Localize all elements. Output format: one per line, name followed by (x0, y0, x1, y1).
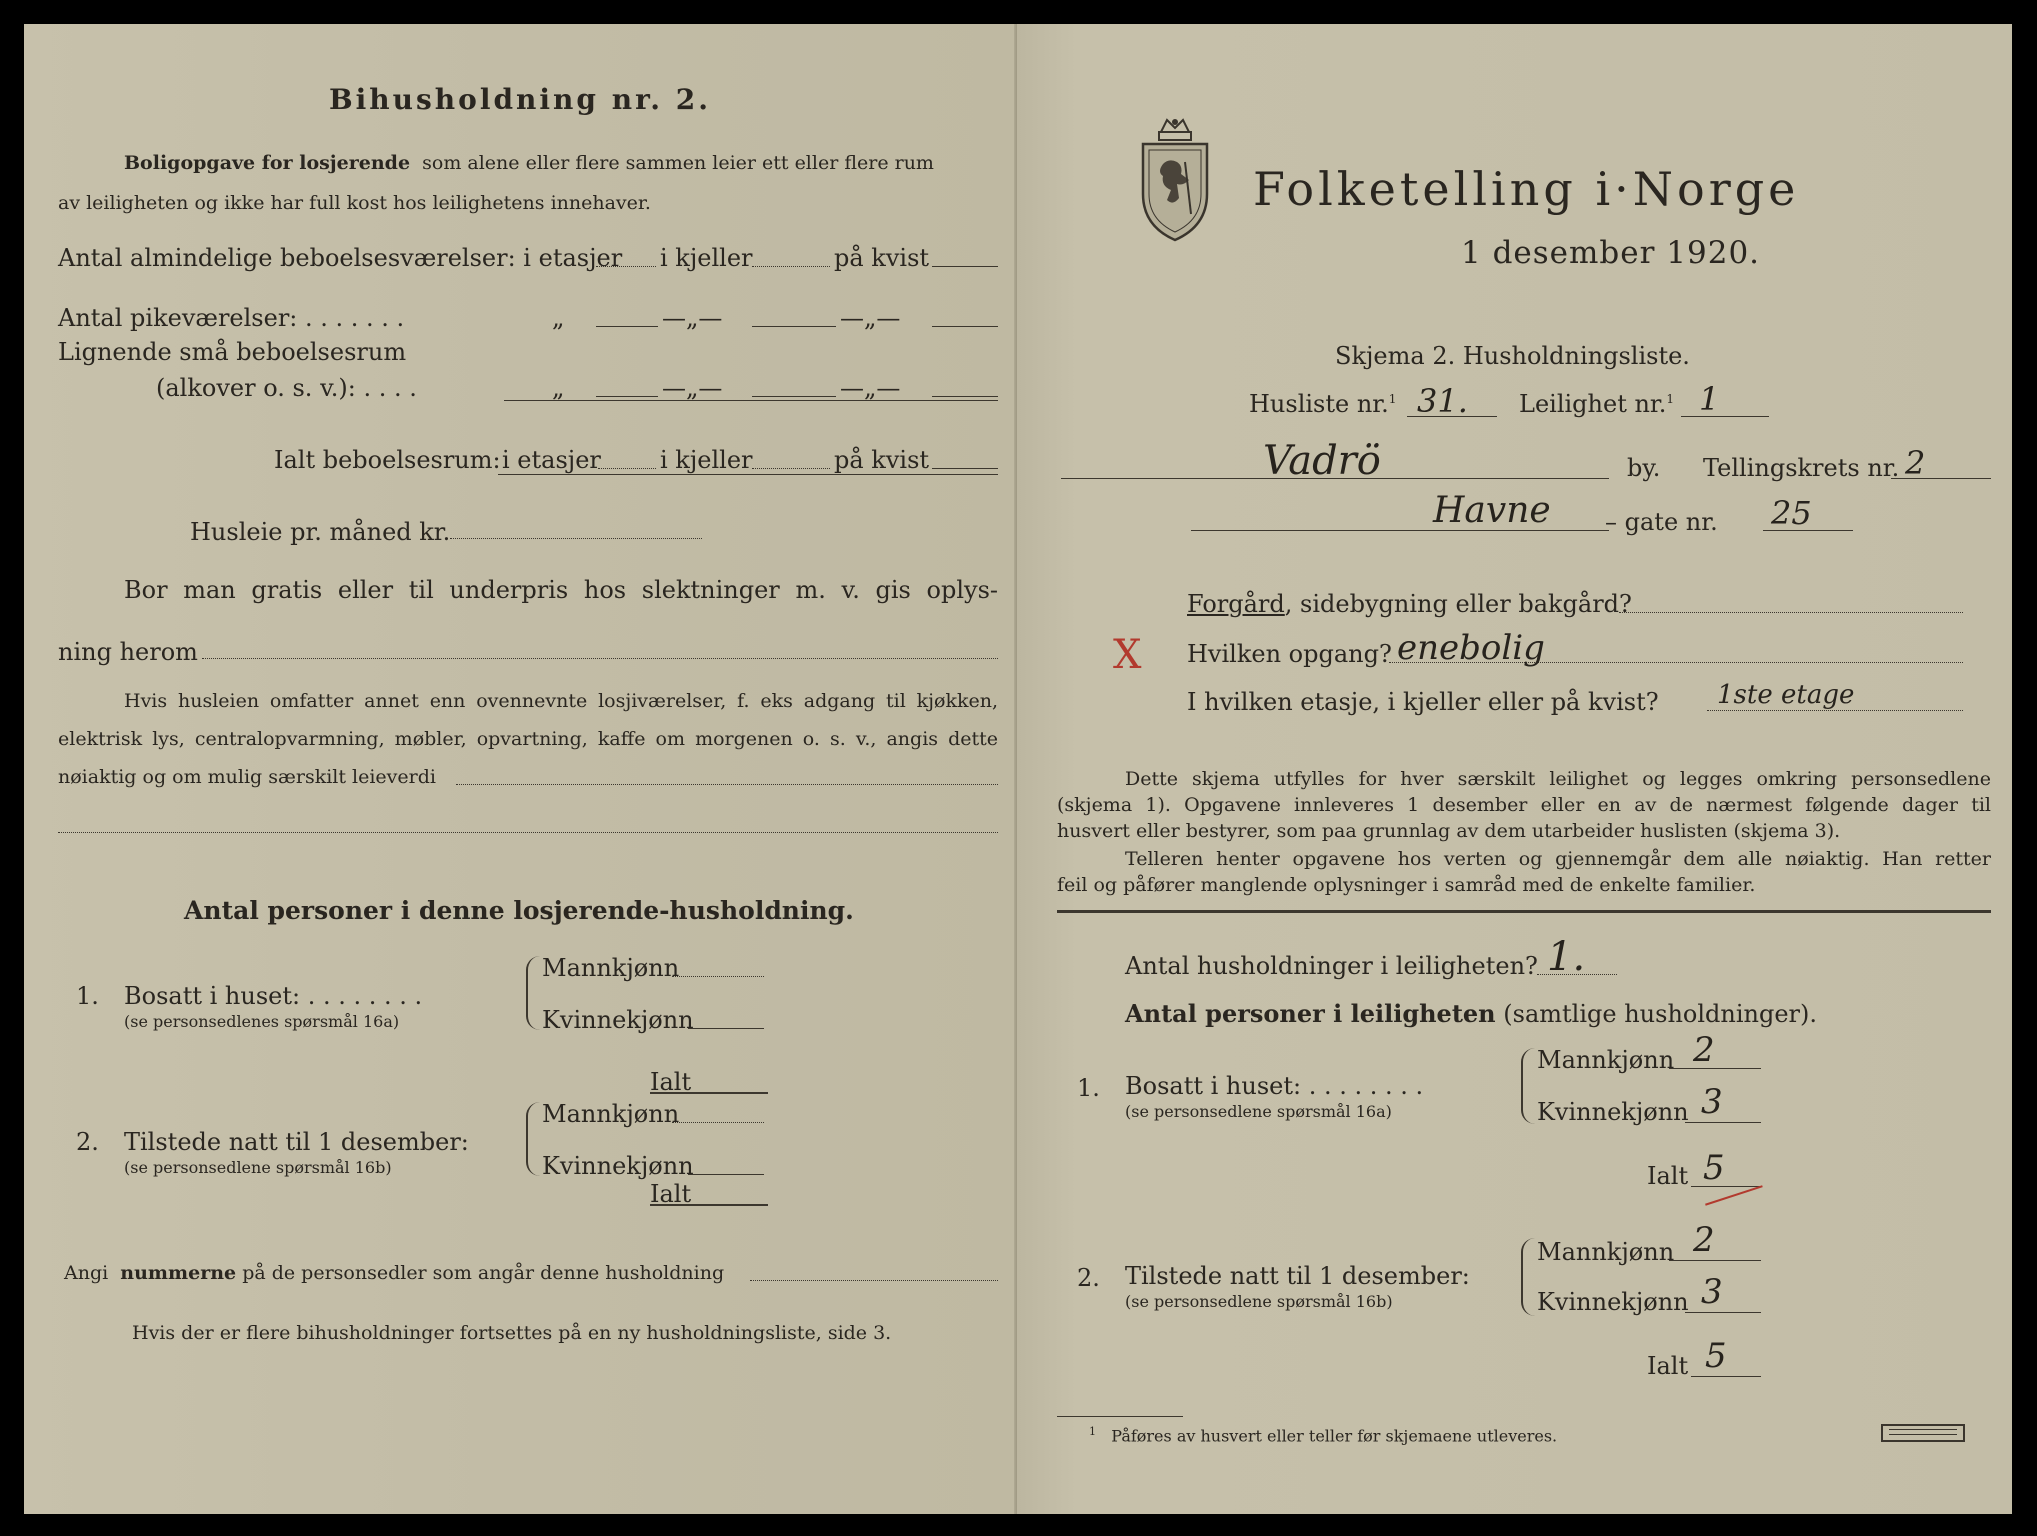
kvist-label: på kvist (834, 244, 930, 272)
ialt-etasjer-field[interactable] (598, 468, 656, 469)
ialt-kjeller-field[interactable] (752, 468, 830, 469)
item2-mann-label: Mannkjønn (542, 1100, 680, 1128)
r-item2-kvinne-label: Kvinnekjønn (1537, 1288, 1689, 1316)
r-item2-mann-value: 2 (1693, 1220, 1715, 1260)
ditto-mark: „ (552, 374, 565, 402)
ditto-mark: „ (552, 304, 565, 332)
kjeller-label: i kjeller (660, 244, 753, 272)
r-item1-sub: (se personsedlene spørsmål 16a) (1125, 1102, 1392, 1121)
item2-sub: (se personsedlene spørsmål 16b) (124, 1158, 392, 1177)
oplysning-field[interactable] (202, 658, 998, 659)
hvis-line3: nøiaktig og om mulig særskilt leieverdi (58, 766, 436, 788)
r-item2-number: 2. (1077, 1264, 1100, 1292)
r-item1-mann-label: Mannkjønn (1537, 1046, 1675, 1074)
census-title: Folketelling i·Norge (1253, 162, 1800, 216)
angi-line: Angi nummerne på de personsedler som angår denne husholdning (64, 1262, 725, 1284)
printer-stamp (1881, 1424, 1965, 1442)
gate-label: – gate nr. (1605, 508, 1718, 536)
r-item1-kvinne-label: Kvinnekjønn (1537, 1098, 1689, 1126)
hvis-line2: elektrisk lys, centralopvarmning, møbler, opvartning, kaffe om morgenen o. s. v., angis dette (58, 728, 998, 750)
item1-sub: (se personsedlenes spørsmål 16a) (124, 1012, 400, 1031)
item1-ialt-field[interactable] (650, 1092, 768, 1094)
opgang-label: Hvilken opgang? (1187, 640, 1392, 668)
r-item1-ialt-label: Ialt (1647, 1162, 1689, 1190)
item1-brace (526, 956, 540, 1030)
ialt-kjeller-label: i kjeller (660, 446, 753, 474)
r-item2-kvinne-field[interactable] (1685, 1312, 1761, 1313)
skjema-label: Skjema 2. Husholdningsliste. (1335, 342, 1690, 370)
item1-number: 1. (76, 982, 99, 1010)
r-item1-ialt-value: 5 (1703, 1148, 1725, 1188)
alkove-etasjer-field[interactable] (596, 396, 658, 397)
r-item2-ialt-field[interactable] (1691, 1376, 1761, 1377)
leilighet-label: Leilighet nr.$^1$ (1519, 390, 1675, 418)
antal-beboelse-label: Antal almindelige beboelsesværelser: i etasjer (58, 244, 623, 272)
etasje-field[interactable] (1707, 710, 1963, 711)
instruction-line1: Dette skjema utfylles for hver særskilt leilighet og legges omkring personsedlene (1125, 768, 1991, 790)
antal-personer-heading: Antal personer i denne losjerende-husholdning. (184, 896, 854, 925)
instruction-line5: feil og påfører manglende oplysninger i samråd med de enkelte familier. (1057, 874, 1756, 896)
right-page-husholdningsliste (1017, 24, 2012, 1514)
antal-personer-line: Antal personer i leiligheten (samtlige husholdninger). (1125, 999, 1818, 1028)
item2-number: 2. (76, 1128, 99, 1156)
forgard-question: Forgård, sidebygning eller bakgård? (1187, 590, 1632, 618)
antal-husholdninger-value: 1. (1547, 934, 1586, 980)
coat-of-arms-icon (1133, 114, 1217, 244)
gate-nr-value: 25 (1771, 494, 1812, 532)
r-item2-sub: (se personsedlene spørsmål 16b) (1125, 1292, 1393, 1311)
instruction-line3: husvert eller bestyrer, som paa grunnlag av dem utarbeider huslisten (skjema 3). (1057, 820, 1841, 842)
pike-etasjer-field[interactable] (596, 326, 658, 327)
leilighet-field[interactable] (1681, 416, 1769, 417)
opgang-value: enebolig (1397, 628, 1545, 668)
by-value: Vadrö (1263, 438, 1381, 484)
r-item2-ialt-label: Ialt (1647, 1352, 1689, 1380)
gate-value: Havne (1433, 490, 1551, 531)
boligopgave-line1: Boligopgave for losjerende som alene eller flere sammen leier ett eller flere rum (124, 152, 934, 174)
item1-mann-field[interactable] (672, 976, 764, 977)
item2-kvinne-label: Kvinnekjønn (542, 1152, 694, 1180)
ialt-kvist-field[interactable] (932, 468, 998, 469)
footnote-rule (1057, 1416, 1183, 1417)
item2-brace (526, 1102, 540, 1176)
r-item2-kvinne-value: 3 (1701, 1272, 1723, 1312)
item1-label: Bosatt i huset: . . . . . . . . (124, 982, 423, 1010)
alkove-kvist-field[interactable] (932, 396, 998, 397)
ialt-beboelse-label: Ialt beboelsesrum: (274, 446, 501, 474)
tellingskrets-value: 2 (1905, 444, 1926, 482)
etasje-value: 1ste etage (1717, 680, 1855, 710)
alkover-label: (alkover o. s. v.): . . . . (156, 374, 417, 402)
item1-ialt-label: Ialt (650, 1068, 692, 1096)
tellingskrets-label: Tellingskrets nr. (1703, 454, 1900, 482)
footnote-text: $^1$ Påføres av husvert eller teller før skjemaene utleveres. (1089, 1425, 1558, 1446)
husliste-label: Husliste nr.$^1$ (1249, 390, 1397, 418)
ditto-dash: —„— (662, 374, 723, 402)
sum-rule (504, 400, 998, 401)
leieverdi-field-2[interactable] (58, 832, 998, 833)
red-check-stroke (1705, 1185, 1769, 1224)
census-form-sheet (24, 24, 2012, 1514)
red-x-mark: X (1113, 632, 1142, 678)
etasje-label: I hvilken etasje, i kjeller eller på kvist? (1187, 688, 1659, 716)
antal-husholdninger-label: Antal husholdninger i leiligheten? (1125, 952, 1538, 980)
bor-man-line1: Bor man gratis eller til underpris hos slektninger m. v. gis oplys- (124, 576, 998, 604)
instruction-line2: (skjema 1). Opgavene innleveres 1 desember eller en av de nærmest følgende dager til (1057, 794, 1991, 816)
hvis-line1: Hvis husleien omfatter annet enn ovennevnte losjiværelser, f. eks adgang til kjøkken, (124, 690, 998, 712)
kvist-field[interactable] (932, 266, 998, 267)
ditto-dash: —„— (840, 374, 901, 402)
r-item1-mann-field[interactable] (1669, 1068, 1761, 1069)
angi-field[interactable] (750, 1280, 998, 1281)
pike-kjeller-field[interactable] (752, 326, 836, 327)
item1-mann-label: Mannkjønn (542, 954, 680, 982)
leilighet-value: 1 (1699, 380, 1720, 418)
left-page-bihusholdning (24, 24, 1017, 1514)
instruction-line4: Telleren henter opgavene hos verten og gjennemgår dem alle nøiaktig. Han retter (1125, 848, 1991, 870)
r-item1-brace (1521, 1048, 1535, 1124)
r-item2-mann-field[interactable] (1669, 1260, 1761, 1261)
boligopgave-line2: av leiligheten og ikke har full kost hos leilighetens innehaver. (58, 192, 651, 214)
forgard-field[interactable] (1619, 612, 1963, 613)
r-item2-ialt-value: 5 (1705, 1336, 1727, 1376)
r-item1-number: 1. (1077, 1074, 1100, 1102)
r-item1-kvinne-field[interactable] (1685, 1122, 1761, 1123)
r-item2-brace (1521, 1238, 1535, 1316)
lignende-label: Lignende små beboelsesrum (58, 338, 407, 366)
pike-kvist-field[interactable] (932, 326, 998, 327)
r-item1-mann-value: 2 (1693, 1030, 1715, 1070)
item2-mann-field[interactable] (672, 1122, 764, 1123)
ialt-etasjer-label: i etasjer (502, 446, 601, 474)
r-item2-label: Tilstede natt til 1 desember: (1125, 1262, 1470, 1290)
r-item2-mann-label: Mannkjønn (1537, 1238, 1675, 1266)
husleie-label: Husleie pr. måned kr. (190, 518, 451, 546)
section-divider (1057, 910, 1991, 913)
item2-ialt-field[interactable] (650, 1204, 768, 1206)
r-item1-ialt-field[interactable] (1691, 1186, 1761, 1187)
by-label: by. (1627, 454, 1661, 482)
item2-ialt-label: Ialt (650, 1180, 692, 1208)
kjeller-field[interactable] (752, 266, 830, 267)
ditto-dash: —„— (840, 304, 901, 332)
etasjer-field[interactable] (596, 266, 656, 267)
leieverdi-field[interactable] (456, 784, 998, 785)
antal-pike-label: Antal pikeværelser: . . . . . . . (58, 304, 405, 332)
husleie-field[interactable] (450, 538, 702, 539)
ialt-rule (498, 474, 998, 475)
item2-label: Tilstede natt til 1 desember: (124, 1128, 469, 1156)
item1-kvinne-field[interactable] (688, 1028, 764, 1029)
item1-kvinne-label: Kvinnekjønn (542, 1006, 694, 1034)
norway-coat-of-arms (1133, 114, 1217, 244)
ialt-kvist-label: på kvist (834, 446, 930, 474)
bor-man-line2: ning herom (58, 638, 198, 666)
item2-kvinne-field[interactable] (688, 1174, 764, 1175)
r-item1-kvinne-value: 3 (1701, 1082, 1723, 1122)
bihusholdning-heading: Bihusholdning nr. 2. (329, 83, 711, 116)
husliste-value: 31. (1417, 382, 1468, 420)
r-item1-label: Bosatt i huset: . . . . . . . . (1125, 1072, 1424, 1100)
left-footer-note: Hvis der er flere bihusholdninger fortsettes på en ny husholdningsliste, side 3. (132, 1322, 892, 1344)
census-date: 1 desember 1920. (1461, 235, 1761, 271)
ditto-dash: —„— (662, 304, 723, 332)
alkove-kjeller-field[interactable] (752, 396, 836, 397)
